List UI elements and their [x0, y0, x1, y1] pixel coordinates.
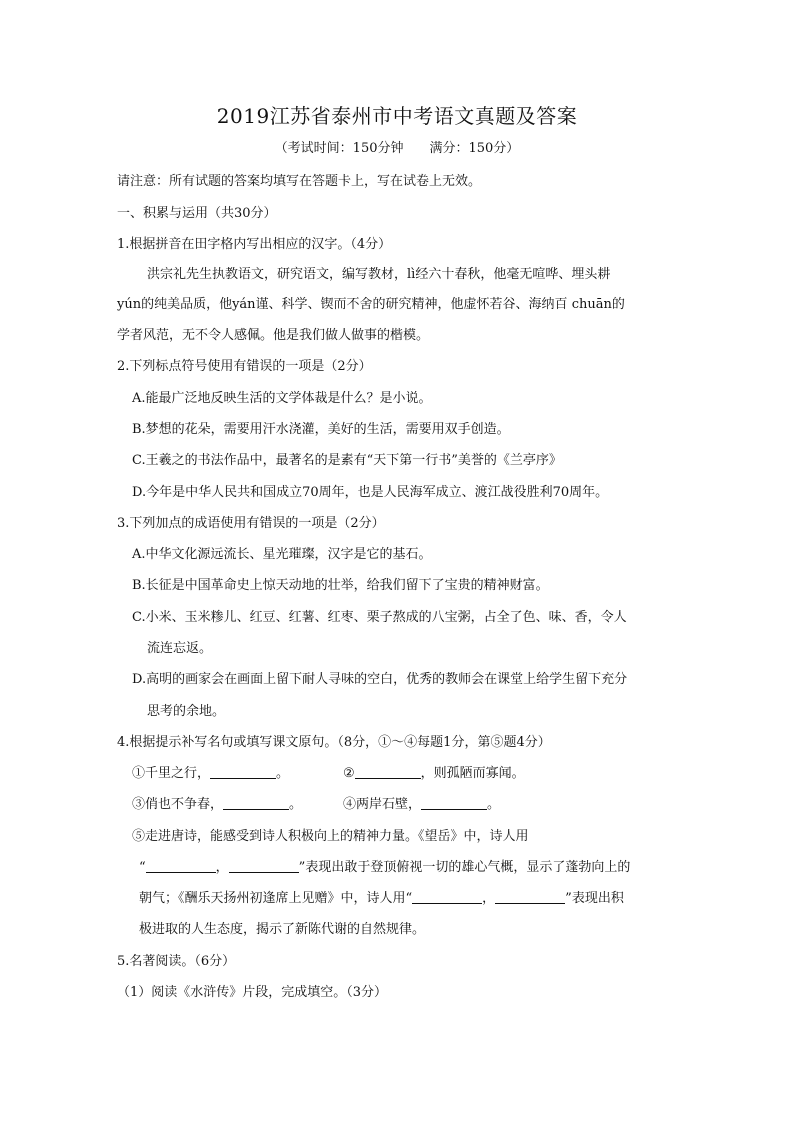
question-1-line-2: yún的纯美品质，他yán谨、科学、锲而不舍的研究精神，他虚怀若谷、海纳百 chuān的: [117, 297, 625, 312]
question-5-part-1: （1）阅读《水浒传》片段，完成填空。（3分）: [117, 985, 388, 1000]
question-5-stem: 5.名著阅读。（6分）: [117, 954, 236, 969]
question-1-stem: 1.根据拼音在田字格内写出相应的汉字。（4分）: [117, 237, 392, 252]
question-4-stem: 4.根据提示补写名句或填写课文原句。（8分，①～④每题1分，第⑤题4分）: [117, 735, 551, 750]
question-2-stem: 2.下列标点符号使用有错误的一项是（2分）: [117, 359, 372, 374]
answer-blank[interactable]: [210, 765, 276, 779]
answer-blank[interactable]: [495, 890, 565, 904]
question-1-line-3: 学者风范，无不令人感佩。他是我们做人做事的楷模。: [117, 328, 430, 343]
question-2-option-b: B.梦想的花朵，需要用汗水浇灌，美好的生活，需要用双手创造。: [132, 422, 510, 437]
answer-blank[interactable]: [355, 765, 421, 779]
question-2-option-c: C.王羲之的书法作品中，最著名的是素有“天下第一行书”美誉的《兰亭序》: [132, 453, 562, 468]
question-3-option-d: D.高明的画家会在画面上留下耐人寻味的空白，优秀的教师会在课堂上给学生留下充分: [132, 672, 628, 687]
question-3-option-d-cont: 思考的余地。: [147, 704, 226, 719]
answer-blank[interactable]: [223, 796, 289, 810]
answer-blank[interactable]: [146, 859, 216, 873]
question-4-item-5-line-4: 极进取的人生态度，揭示了新陈代谢的自然规律。: [139, 922, 426, 937]
page-title: 2019江苏省泰州市中考语文真题及答案: [216, 104, 578, 128]
section-heading: 一、积累与运用（共30分）: [117, 206, 277, 221]
question-3-option-c-cont: 流连忘返。: [147, 641, 213, 656]
question-4-item-2: ② ，则孤陋而寡闻。: [343, 766, 525, 781]
question-3-option-a: A.中华文化源远流长、星光璀璨，汉字是它的基石。: [132, 547, 432, 562]
question-2-option-d: D.今年是中华人民共和国成立70周年，也是人民海军成立、渡江战役胜利70周年。: [132, 485, 609, 500]
answer-blank[interactable]: [412, 890, 482, 904]
question-4-item-5: ⑤走进唐诗，能感受到诗人积极向上的精神力量。《望岳》中，诗人用: [132, 829, 529, 844]
question-2-option-a: A.能最广泛地反映生活的文学体裁是什么？是小说。: [132, 391, 432, 406]
question-3-option-b: B.长征是中国革命史上惊天动地的壮举，给我们留下了宝贵的精神财富。: [132, 578, 549, 593]
question-4-item-3: ③俏也不争春， 。: [132, 797, 303, 812]
question-4-item-1: ①千里之行， 。: [132, 766, 290, 781]
notice: 请注意：所有试题的答案均填写在答题卡上，写在试卷上无效。: [117, 174, 482, 189]
question-4-item-5-line-2: “ ， ”表现出敢于登顶俯视一切的雄心气概，显示了蓬勃向上的: [139, 860, 631, 875]
answer-blank[interactable]: [229, 859, 299, 873]
question-3-option-c: C.小米、玉米糁儿、红豆、红薯、红枣、栗子熬成的八宝粥，占全了色、味、香，令人: [132, 610, 627, 625]
question-4-item-5-line-3: 朝气；《酬乐天扬州初逢席上见赠》中，诗人用“ ， ”表现出积: [139, 891, 624, 906]
question-1-line-1: 洪宗礼先生执教语文，研究语文，编写教材，lì经六十春秋，他毫无喧哗、埋头耕: [147, 267, 611, 282]
question-4-item-4: ④两岸石壁， 。: [343, 797, 501, 812]
question-3-stem: 3.下列加点的成语使用有错误的一项是（2分）: [117, 516, 385, 531]
answer-blank[interactable]: [421, 796, 487, 810]
exam-info: （考试时间：150分钟 满分：150分）: [274, 141, 520, 156]
